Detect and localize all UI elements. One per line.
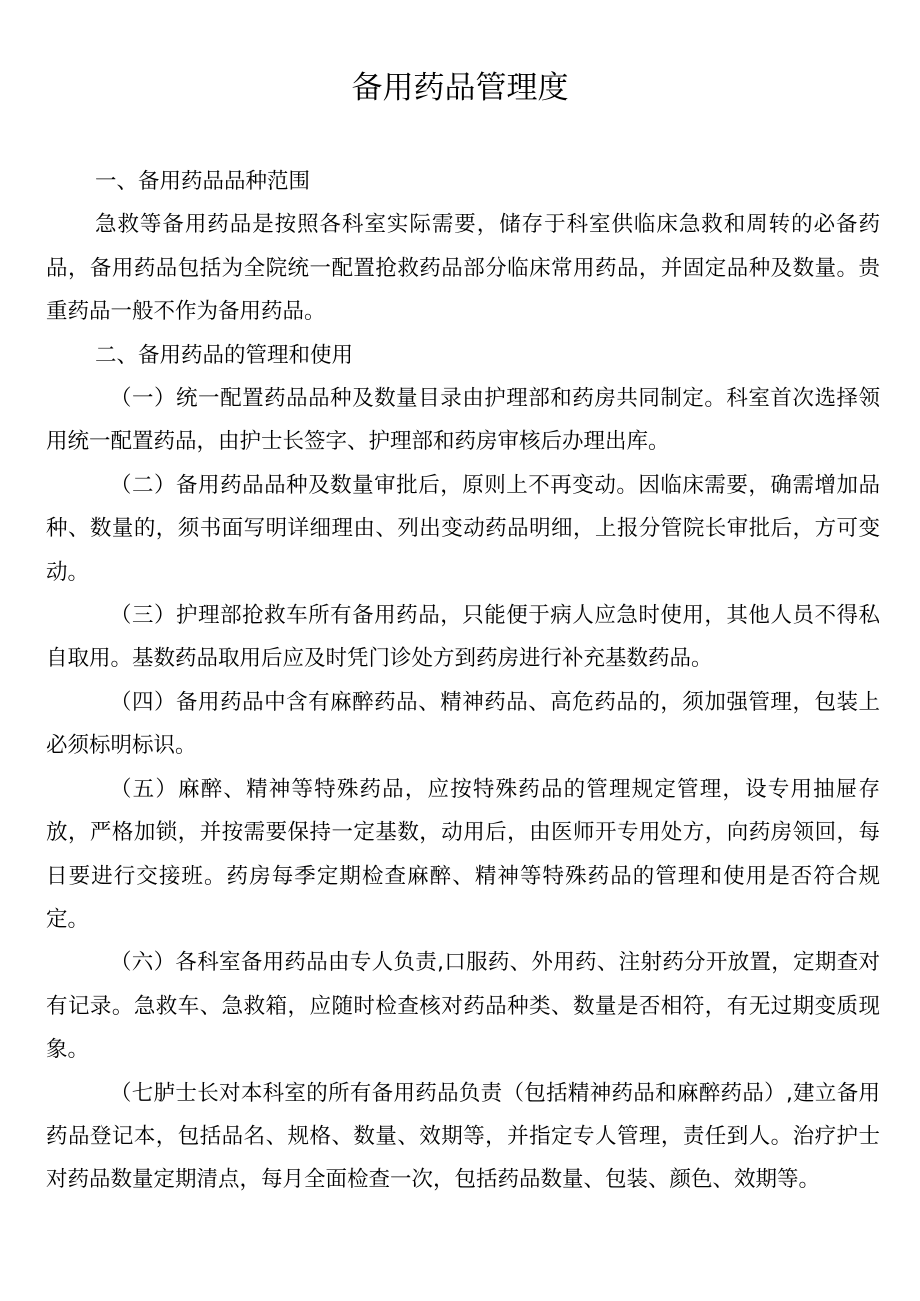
paragraph-item-5: （五）麻醉、精神等特殊药品，应按特殊药品的管理规定管理，设专用抽屉存放，严格加锁，并按需要保持一定基数，动用后，由医师开专用处方，向药房领回，每日要进行交接班。药房每季定期检查麻醉、精神等特殊药品的管理和使用是否符合规定。 (46, 776, 880, 932)
paragraph-item-1: （一）统一配置药品品种及数量目录由护理部和药房共同制定。科室首次选择领用统一配置药品，由护士长签字、护理部和药房审核后办理出库。 (46, 386, 880, 455)
paragraph-item-3: （三）护理部抢救车所有备用药品，只能便于病人应急时使用，其他人员不得私自取用。基数药品取用后应及时凭门诊处方到药房进行补充基数药品。 (46, 603, 880, 672)
paragraph-item-2: （二）备用药品品种及数量审批后，原则上不再变动。因临床需要，确需增加品种、数量的，须书面写明详细理由、列出变动药品明细，上报分管院长审批后，方可变动。 (46, 472, 880, 585)
page-title: 备用药品管理度 (351, 70, 569, 106)
document-body (46, 160, 880, 1202)
paragraph-item-7: （七胪士长对本科室的所有备用药品负责（包括精神药品和麻醉药品）,建立备用药品登记本，包括品名、规格、数量、效期等，并指定专人管理，责任到人。治疗护士对药品数量定期清点，每月全面检查一次，包括药品数量、包装、颜色、效期等。 (46, 1080, 880, 1193)
paragraph-item-6: （六）各科室备用药品由专人负责,口服药、外用药、注射药分开放置，定期查对有记录。急救车、急救箱，应随时检查核对药品种类、数量是否相符，有无过期变质现象。 (46, 950, 880, 1063)
section-heading-1: 一、备用药品品种范围 (95, 169, 311, 194)
section-heading-2: 二、备用药品的管理和使用 (95, 342, 354, 368)
paragraph-item-4: （四）备用药品中含有麻醉药品、精神药品、高危药品的，须加强管理，包装上必须标明标识。 (46, 689, 880, 759)
paragraph-scope: 急救等备用药品是按照各科室实际需要，储存于科室供临床急救和周转的必备药品，备用药品包括为全院统一配置抢救药品部分临床常用药品，并固定品种及数量。贵重药品一般不作为备用药品。 (46, 212, 880, 325)
